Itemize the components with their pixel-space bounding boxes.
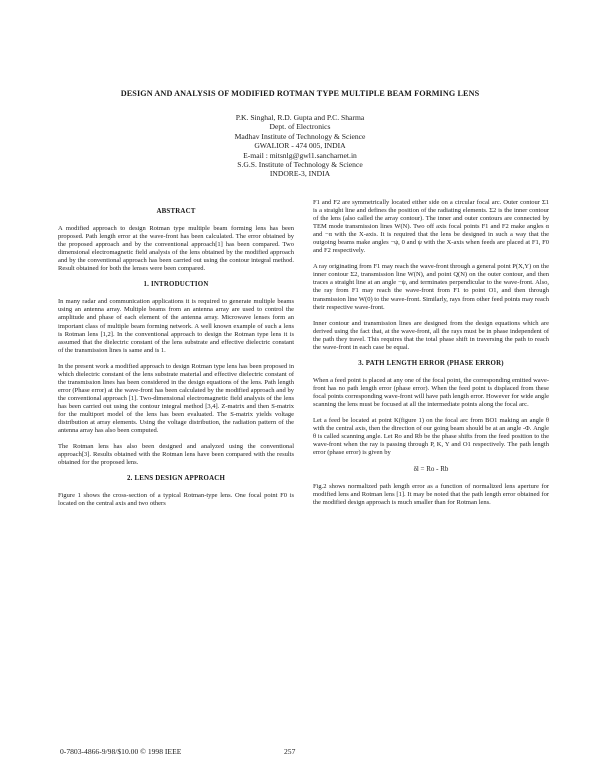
author-names: P.K. Singhal, R.D. Gupta and P.C. Sharma — [235, 113, 365, 122]
intro-paragraph: In the present work a modified approach to design Rotman type lens has been proposed in which dielectric constant of the lens substrate material and effective dielectric constant of the transmission lines has been considered in the design equations of the lens. Path length error (Phase error) at the wave-front has been calculated by the modified approach and by the conventional approach [1]. Two-dimensional electromagnetic field analysis of the lens has been carried out using the contour integral method [3,4]. Z-matrix and then S-matrix for the multiport model of the lens has been evaluated. The S-matrix yields voltage distribution at array elements. Using the voltage distribution, the radiation pattern of the antenna array has also been computed. — [58, 362, 294, 435]
introduction-heading: 1. INTRODUCTION — [143, 281, 209, 289]
paper-title: DESIGN AND ANALYSIS OF MODIFIED ROTMAN TYPE MULTIPLE BEAM FORMING LENS — [120, 89, 480, 98]
author-block — [150, 113, 450, 179]
intro-paragraph: In many radar and communication applications it is required to generate multiple beams using an antenna array. Multiple beams from an antenna array are used to control the amplitude and phase of each element of the antenna array. Microwave lenses form an important class of multiple beam forming network. A well known example of such a lens is Rotman lens [1,2]. In the conventional approach to design the Rotman type lens it is assumed that the dielectric constant of the lens substrate and effective dielectric constant of the transmission lines is same and is 1. — [58, 298, 294, 354]
body-paragraph: Fig.2 shows normalized path length error as a function of normalized lens aperture for modified lens and Rotman lens [1]. It may be noted that the path length error obtained for the modified design approach is much smaller than for Rotman lens. — [313, 483, 549, 507]
left-column — [58, 204, 294, 516]
email-line: E-mail : mitsnlg@gwl1.sancharnet.in — [243, 150, 357, 160]
path-length-error-heading: 3. PATH LENGTH ERROR (PHASE ERROR) — [358, 359, 504, 367]
body-paragraph: A ray originating from F1 may reach the wave-front through a general point P(X,Y) on the inner contour Σ2, transmission line W(N), and point Q(N) on the outer contour, and then traces a straight line at an angle −ψ, and terminates perpendicular to the wave-front. Also, the ray from F1 may reach the wave-front from F1 to point O1, and then through transmission line W(0) to the wave-front. Similarly, rays from other feed points may reach their respective wave-front. — [313, 263, 549, 311]
body-paragraph: F1 and F2 are symmetrically located either side on a circular focal arc. Outer contour Σ1 is a straight line and defines the position of the radiating elements. Σ2 is the inner contour of the lens (also called the array contour). The inner and outer contours are connected by TEM mode transmission lines W(N). Two off axis focal points F1 and F2 make angles α and −α with the X-axis. It is required that the lens be designed in such a way that the outgoing beams make angles −ψ, 0 and ψ with the X-axis when feeds are placed at F1, F0 and F2 respectively. — [313, 199, 549, 255]
lens-design-text: Figure 1 shows the cross-section of a typical Rotman-type lens. One focal point F0 is located on the central axis and two others — [58, 492, 294, 508]
affiliation-line: GWALIOR - 474 005, INDIA — [254, 141, 346, 151]
lens-design-heading: 2. LENS DESIGN APPROACH — [126, 475, 226, 483]
page-number: 257 — [284, 747, 296, 756]
right-column — [313, 199, 549, 515]
abstract-heading: ABSTRACT — [156, 208, 196, 215]
body-paragraph: Let a feed be located at point K(figure 1) on the focal arc from BO1 making an angle θ with the central axis, then the direction of our going beam should be at an angle -Φ. Angle θ is called scanning angle. Let Ro and Rb be the phase shifts from the feed position to the wave-front when the ray is passing through P, K, Y and O1 respectively. The path length error (phase error) is given by — [313, 417, 549, 457]
affiliation-line: Dept. of Electronics — [269, 122, 331, 132]
path-length-equation: δl = Ro - Rb — [413, 465, 449, 474]
abstract-text: A modified approach to design Rotman type multiple beam forming lens has been proposed. Path length error at the wave-front has been calculated. The error obtained by the proposed approach and by the conventional approach[1] has been compared. Two dimensional electromagnetic field analysis of the lens obtained by the modified approach and by the conventional approach has been carried out using the contour integral method. Result obtained for both the lenses were been compared. — [58, 225, 294, 273]
intro-paragraph: The Rotman lens has also been designed and analyzed using the conventional approach[3]. Results obtained with the Rotman lens have been compared with the results obtained for the proposed lens. — [58, 443, 294, 467]
affiliation-line: Madhav Institute of Technology & Science — [234, 131, 366, 141]
body-paragraph: Inner contour and transmission lines are designed from the design equations which are derived using the fact that, at the wave-front, all the rays must be in phase independent of the path they travel. This requires that the total phase shift in traversing the path to reach the wave-front in each case be equal. — [313, 319, 549, 351]
body-paragraph: When a feed point is placed at any one of the focal point, the corresponding emitted wave-front has no path length error (phase error). When the feed point is displaced from these focal points corresponding wave-front will have path length error. However for wide angle scanning the lens must be focused at all the intermediate points along the focal arc. — [313, 376, 549, 408]
affiliation-line: S.G.S. Institute of Technology & Science — [237, 160, 363, 170]
affiliation-line: INDORE-3, INDIA — [269, 169, 331, 179]
copyright-footer: 0-7803-4866-9/98/$10.00 © 1998 IEEE — [60, 747, 182, 756]
